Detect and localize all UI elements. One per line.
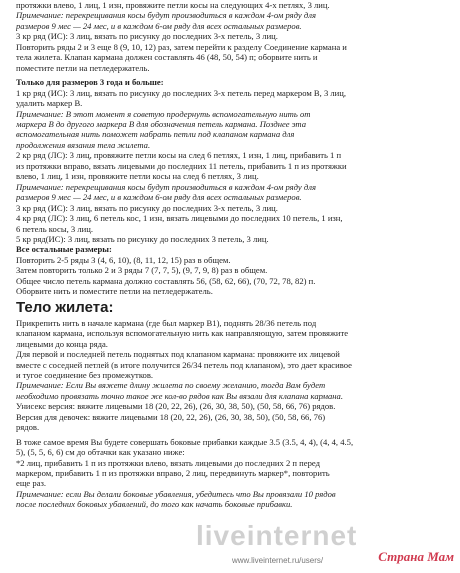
text-line: из протяжки вправо, вязать лицевыми до последних 11 петель, прибавить 1 п из протяжки (16, 160, 347, 171)
text-line: Прикрепить нить в начале кармана (где был маркер В1), поднять 28/36 петель под (16, 317, 317, 328)
text-line: Только для размеров 3 года и больше: (16, 77, 164, 88)
text-line: рядов. (16, 422, 40, 433)
text-line: 4 кр ряд (ЛС): 3 лиц, 6 петель кос, 1 изн, вязать лицевыми до последних 10 петель, 1 изн, (16, 213, 343, 224)
text-line: и тугое соединение без промежутков. (16, 369, 154, 380)
text-line: размеров 9 мес — 24 мес, и в каждом 6-ом ряду для всех остальных размеров. (16, 20, 302, 31)
text-line: Примечание: если Вы делали боковые убавления, убедитесь что Вы провязали 10 рядов (16, 488, 336, 499)
text-block-body (16, 318, 442, 510)
text-line: Общее число петель кармана должно составлять 56, (58, 62, 66), (70, 72, 78, 82) п. (16, 275, 316, 286)
text-line: тела жилета. Клапан кармана должен составлять 46 (48, 50, 54) п; оборвите нить и (16, 52, 318, 63)
text-line: 2 кр ряд (ЛС): 3 лиц, провяжите петли косы на след 6 петлях, 1 изн, 1 лиц, прибавить 1 п (16, 150, 342, 161)
text-line: 6 петель косы, 3 лиц. (16, 223, 93, 234)
text-line: необходимо провязать точно такое же кол-во рядов как Вы вязали для клапана кармана. (16, 390, 343, 401)
text-line: *2 лиц, прибавить 1 п из протяжки влево, вязать лицевыми до последних 2 п перед (16, 457, 320, 468)
text-line: Примечание: перекрещивания косы будут производиться в каждом 4-ом ряду для (16, 181, 316, 192)
text-line: вместе с соседней петлей (в итоге получится 26/34 петель под клапаном), это дает красивое (16, 359, 352, 370)
text-line: Повторить ряды 2 и 3 еще 8 (9, 10, 12) раз, затем перейти к разделу Соединение кармана и (16, 41, 347, 52)
text-line: Версия для девочек: вяжите лицевыми 18 (20, 22, 26), (26, 30, 38, 50), (50, 58, 66, 76) (16, 411, 326, 422)
text-line: Все остальные размеры: (16, 244, 112, 255)
text-line: еще раз. (16, 478, 47, 489)
text-line: 3 кр ряд (ИС): 3 лиц, вязать по рисунку до последних 3-х петель, 3 лиц. (16, 202, 278, 213)
text-line: Затем повторить только 2 и 3 ряды 7 (7, 7, 5), (9, 7, 9, 8) раз в общем. (16, 265, 268, 276)
text-line: 5), (5, 5, 6, 6) см до обтачки как указано ниже: (16, 447, 185, 458)
text-line: Примечание: перекрещивания косы будут производиться в каждом 4-ом ряду для (16, 10, 316, 21)
text-line: поместите петли на петледержатель. (16, 62, 150, 73)
text-line: лицевыми до конца ряда. (16, 338, 108, 349)
text-line: после последних боковых убавлений, до того как начать боковые прибавки. (16, 499, 293, 510)
text-line: Оборвите нить и поместите петли на петледержатель. (16, 286, 213, 297)
text-line: 3 кр ряд (ИС): 3 лиц, вязать по рисунку до последних 3-х петель, 3 лиц. (16, 31, 278, 42)
text-line: Для первой и последней петель поднятых под клапаном кармана: провяжите их лицевой (16, 349, 340, 360)
text-line: 1 кр ряд (ИС): 3 лиц, вязать по рисунку до последних 3-х петель перед маркером В, 3 лиц, (16, 87, 347, 98)
text-line: размеров 9 мес — 24 мес, и в каждом 6-ом ряду для всех остальных размеров. (16, 192, 302, 203)
text-line: продолжения вязания тела жилета. (16, 139, 151, 150)
text-line: маркером, прибавить 1 п из протяжки вправо, 2 лиц, передвинуть маркер*, повторить (16, 468, 330, 479)
text-line: 5 кр ряд(ИС): 3 лиц, вязать по рисунку до последних 3 петель, 3 лиц. (16, 233, 269, 244)
text-line: Унисекс версия: вяжите лицевыми 18 (20, 22, 26), (26, 30, 38, 50), (50, 58, 66, 76) рядов. (16, 401, 336, 412)
text-line: клапаном кармана, используя вспомогательную нить как направляющую, затем провяжите (16, 328, 349, 339)
text-line: Примечание: Если Вы вяжете длину жилета по своему желанию, тогда Вам будет (16, 380, 326, 391)
watermark: liveinternet (196, 520, 358, 551)
text-line: маркера В до другого маркера В для обозначения петель кармана. Позднее эта (16, 118, 307, 129)
text-line: вспомогательная нить поможет набрать петли под клапаном кармана для (16, 129, 295, 140)
text-line: удалить маркер В. (16, 98, 83, 109)
text-line: влево, 1 лиц, 1 изн, провяжите петли косы на след 6 петлях, 3 лиц. (16, 171, 259, 182)
text-line: В тоже самое время Вы будете совершать боковые прибавки каждые 3.5 (3.5, 4, 4), (4, 4, 4.5, (16, 436, 354, 447)
section-heading: Тело жилета: (16, 298, 114, 316)
text-block-pocket (16, 0, 442, 297)
text-line: Повторить 2-5 ряды 3 (4, 6, 10), (8, 11, 12, 15) раз в общем. (16, 254, 231, 265)
watermark-url: www.liveinternet.ru/users/ (232, 556, 324, 565)
text-line: протяжки влево, 1 лиц, 1 изн, провяжите петли косы на следующих 4-х петлях, 3 лиц. (16, 0, 330, 10)
site-logo: Страна Мам (378, 549, 454, 564)
text-line: Примечание: В этот момент я советую продернуть вспомогательную нить от (16, 108, 311, 119)
